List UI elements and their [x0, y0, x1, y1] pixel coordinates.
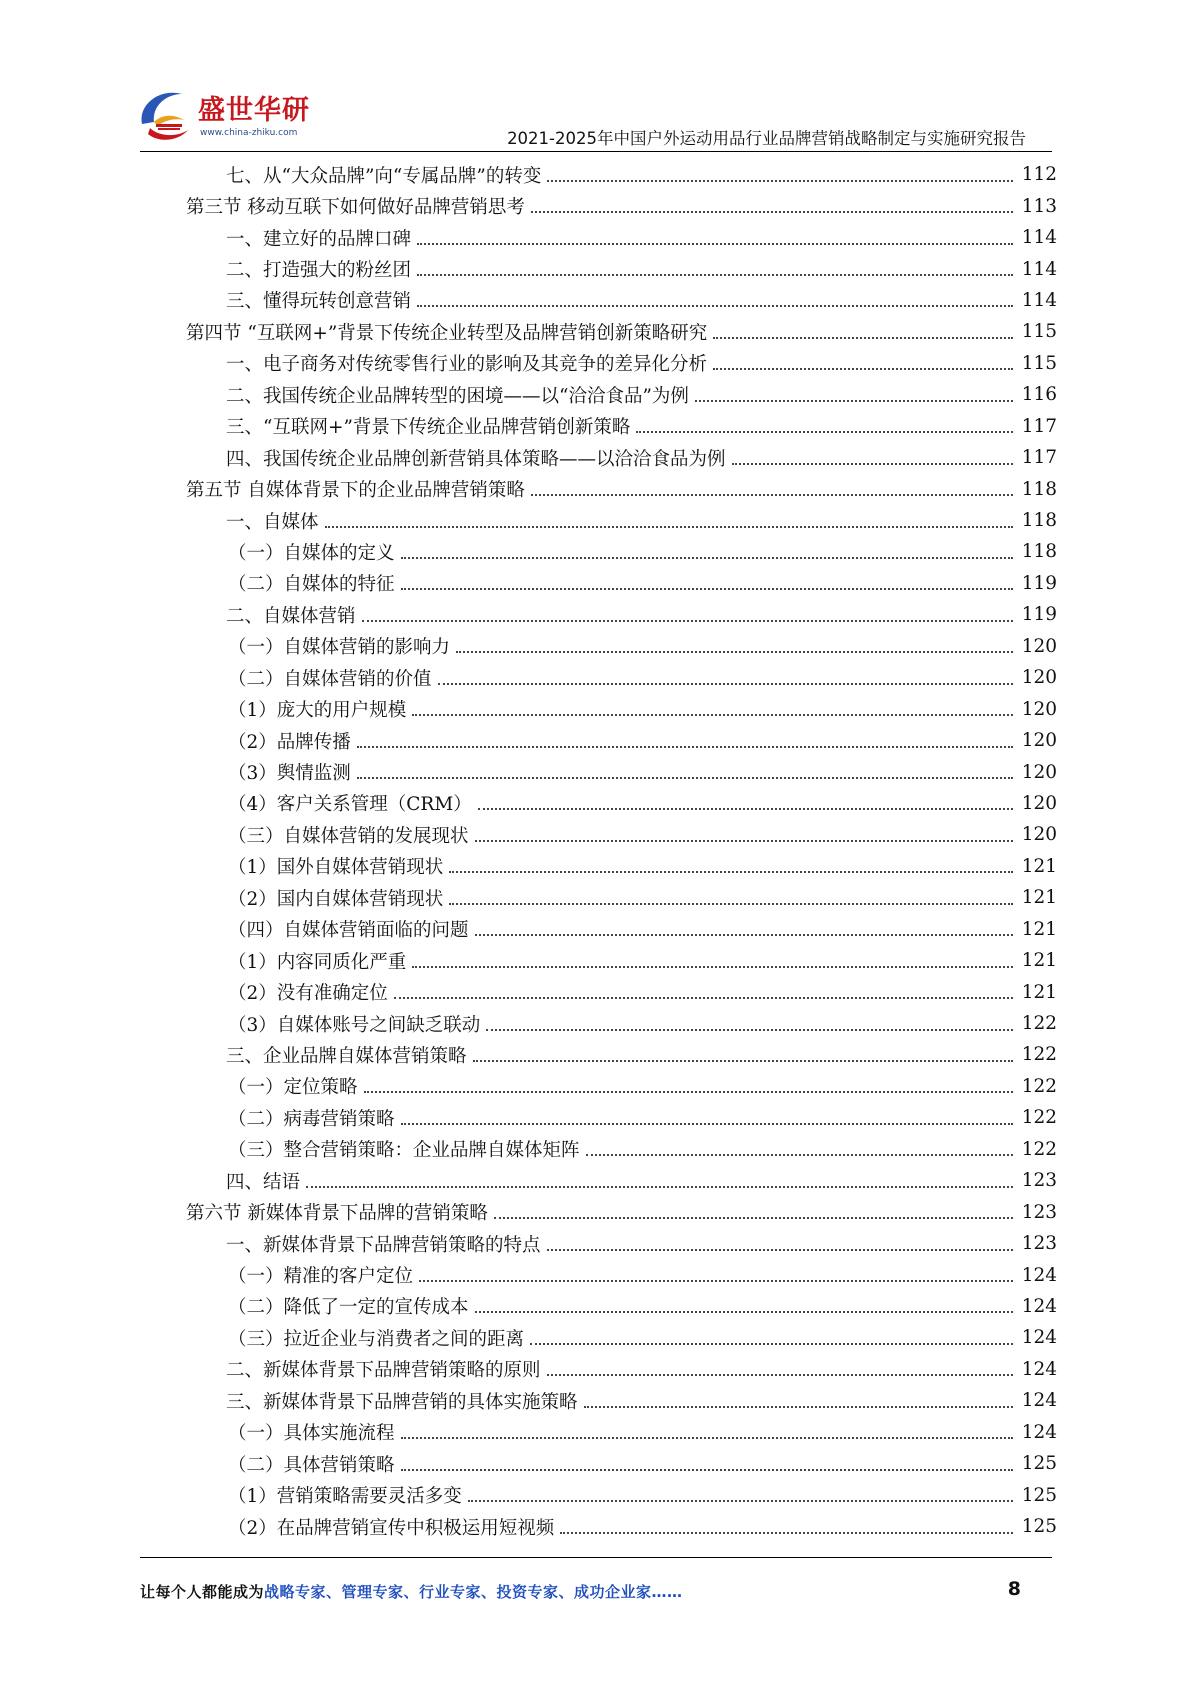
toc-entry-title: （二）病毒营销策略: [228, 1108, 395, 1130]
toc-dot-leader: [531, 494, 1013, 496]
toc-entry[interactable]: [0, 1259, 1191, 1290]
header-divider: [140, 151, 1052, 152]
toc-entry[interactable]: [0, 1448, 1191, 1479]
toc-entry[interactable]: [0, 473, 1191, 504]
toc-entry-title: （1）营销策略需要灵活多变: [228, 1486, 462, 1508]
toc-page-number: 124: [1021, 1327, 1057, 1349]
toc-page-number: 124: [1021, 1358, 1057, 1380]
toc-entry[interactable]: [0, 1165, 1191, 1196]
toc-entry-title: 第三节 移动互联下如何做好品牌营销思考: [186, 197, 525, 219]
toc-entry-title: 三、懂得玩转创意营销: [226, 291, 412, 313]
logo-name: 盛世华研: [198, 95, 310, 126]
toc-dot-leader: [401, 557, 1013, 559]
toc-dot-leader: [394, 997, 1013, 999]
toc-entry-title: 四、结语: [226, 1171, 301, 1193]
toc-entry-title: （一）具体实施流程: [228, 1423, 395, 1445]
toc-page-number: 114: [1021, 227, 1057, 249]
toc-page-number: 119: [1021, 572, 1057, 594]
toc-entry-title: （3）自媒体账号之间缺乏联动: [228, 1014, 481, 1036]
toc-page-number: 125: [1021, 1516, 1057, 1538]
slogan-highlight: 战略专家、管理专家、行业专家、投资专家、成功企业家……: [264, 1583, 683, 1601]
toc-entry-title: 一、电子商务对传统零售行业的影响及其竞争的差异化分析: [226, 354, 708, 376]
toc-entry[interactable]: [0, 536, 1191, 567]
toc-dot-leader: [357, 746, 1013, 748]
toc-entry-title: 一、新媒体背景下品牌营销策略的特点: [226, 1234, 541, 1256]
toc-entry[interactable]: [0, 1291, 1191, 1322]
toc-dot-leader: [325, 526, 1013, 528]
toc-entry-title: （二）自媒体的特征: [228, 574, 395, 596]
toc-dot-leader: [306, 1186, 1013, 1188]
toc-page-number: 125: [1021, 1484, 1057, 1506]
toc-entry-title: （一）自媒体营销的影响力: [228, 637, 451, 659]
table-of-contents: [0, 159, 1191, 1542]
toc-page-number: 124: [1021, 1421, 1057, 1443]
toc-page-number: 123: [1021, 1201, 1057, 1223]
toc-page-number: 122: [1021, 1013, 1057, 1035]
report-title: 2021-2025年中国户外运动用品行业品牌营销战略制定与实施研究报告: [507, 129, 1026, 148]
toc-entry-title: （四）自媒体营销面临的问题: [228, 920, 469, 942]
toc-entry-title: （2）没有准确定位: [228, 983, 388, 1005]
toc-entry[interactable]: [0, 1039, 1191, 1070]
toc-page-number: 120: [1021, 698, 1057, 720]
toc-dot-leader: [478, 808, 1013, 810]
toc-page-number: 120: [1021, 761, 1057, 783]
toc-entry[interactable]: [0, 1417, 1191, 1448]
toc-entry-title: （1）庞大的用户规模: [228, 700, 407, 722]
toc-dot-leader: [713, 337, 1013, 339]
toc-entry[interactable]: [0, 1511, 1191, 1542]
toc-page-number: 118: [1021, 541, 1057, 563]
toc-entry[interactable]: [0, 222, 1191, 253]
toc-dot-leader: [475, 1311, 1013, 1313]
toc-entry[interactable]: [0, 1008, 1191, 1039]
toc-entry[interactable]: [0, 1102, 1191, 1133]
toc-entry[interactable]: [0, 285, 1191, 316]
toc-entry-title: 三、“互联网+”背景下传统企业品牌营销创新策略: [226, 417, 631, 439]
toc-page-number: 115: [1021, 321, 1057, 343]
logo-url: www.china-zhiku.com: [200, 128, 298, 138]
toc-dot-leader: [531, 211, 1013, 213]
toc-dot-leader: [438, 683, 1013, 685]
toc-entry[interactable]: [0, 819, 1191, 850]
toc-page-number: 122: [1021, 1044, 1057, 1066]
toc-entry-title: （一）定位策略: [228, 1077, 358, 1099]
toc-entry[interactable]: [0, 976, 1191, 1007]
toc-entry[interactable]: [0, 914, 1191, 945]
toc-entry-title: （三）自媒体营销的发展现状: [228, 825, 469, 847]
toc-entry[interactable]: [0, 631, 1191, 662]
toc-dot-leader: [419, 1280, 1013, 1282]
toc-page-number: 122: [1021, 1075, 1057, 1097]
toc-entry[interactable]: [0, 756, 1191, 787]
toc-page-number: 119: [1021, 604, 1057, 626]
toc-entry-title: 第五节 自媒体背景下的企业品牌营销策略: [186, 480, 525, 502]
toc-dot-leader: [468, 1500, 1013, 1502]
toc-entry-title: （1）内容同质化严重: [228, 951, 407, 973]
toc-entry-title: 三、新媒体背景下品牌营销的具体实施策略: [226, 1391, 578, 1413]
toc-entry-title: 二、打造强大的粉丝团: [226, 260, 412, 282]
toc-dot-leader: [449, 903, 1013, 905]
toc-entry[interactable]: [0, 411, 1191, 442]
toc-page-number: 114: [1021, 258, 1057, 280]
toc-entry-title: （1）国外自媒体营销现状: [228, 857, 444, 879]
toc-entry-title: （一）自媒体的定义: [228, 542, 395, 564]
toc-dot-leader: [547, 1249, 1013, 1251]
toc-dot-leader: [456, 651, 1013, 653]
toc-dot-leader: [362, 620, 1013, 622]
toc-page-number: 113: [1021, 195, 1057, 217]
toc-page-number: 122: [1021, 1138, 1057, 1160]
toc-entry-title: （一）精准的客户定位: [228, 1266, 414, 1288]
toc-dot-leader: [486, 1029, 1013, 1031]
toc-page-number: 121: [1021, 855, 1057, 877]
toc-page-number: 120: [1021, 824, 1057, 846]
toc-dot-leader: [412, 714, 1013, 716]
toc-dot-leader: [401, 1437, 1013, 1439]
toc-entry-title: （二）自媒体营销的价值: [228, 668, 432, 690]
toc-entry[interactable]: [0, 662, 1191, 693]
toc-dot-leader: [560, 1532, 1013, 1534]
toc-dot-leader: [695, 400, 1013, 402]
toc-entry[interactable]: [0, 568, 1191, 599]
toc-page-number: 120: [1021, 792, 1057, 814]
toc-page-number: 124: [1021, 1264, 1057, 1286]
toc-dot-leader: [417, 305, 1013, 307]
toc-entry[interactable]: [0, 442, 1191, 473]
toc-dot-leader: [412, 966, 1013, 968]
toc-dot-leader: [584, 1406, 1013, 1408]
toc-entry[interactable]: [0, 316, 1191, 347]
toc-dot-leader: [417, 243, 1013, 245]
toc-entry-title: （二）降低了一定的宣传成本: [228, 1297, 469, 1319]
toc-dot-leader: [586, 1154, 1013, 1156]
toc-entry-title: （三）拉近企业与消费者之间的距离: [228, 1328, 525, 1350]
toc-dot-leader: [530, 1343, 1013, 1345]
toc-entry[interactable]: [0, 1134, 1191, 1165]
toc-dot-leader: [417, 274, 1013, 276]
toc-entry[interactable]: [0, 1071, 1191, 1102]
toc-dot-leader: [547, 1374, 1013, 1376]
toc-dot-leader: [364, 1091, 1013, 1093]
toc-entry[interactable]: [0, 1479, 1191, 1510]
toc-entry-title: 二、新媒体背景下品牌营销策略的原则: [226, 1360, 541, 1382]
toc-dot-leader: [732, 463, 1013, 465]
toc-page-number: 114: [1021, 289, 1057, 311]
toc-page-number: 120: [1021, 730, 1057, 752]
toc-page-number: 121: [1021, 918, 1057, 940]
toc-page-number: 121: [1021, 981, 1057, 1003]
slogan-prefix: 让每个人都能成为: [140, 1583, 265, 1601]
toc-entry[interactable]: [0, 253, 1191, 284]
toc-dot-leader: [636, 431, 1013, 433]
toc-page-number: 121: [1021, 950, 1057, 972]
toc-page-number: 120: [1021, 667, 1057, 689]
toc-page-number: 120: [1021, 635, 1057, 657]
toc-page-number: 124: [1021, 1390, 1057, 1412]
toc-page-number: 123: [1021, 1233, 1057, 1255]
logo-emblem-icon: [136, 84, 200, 148]
toc-entry[interactable]: [0, 788, 1191, 819]
toc-entry[interactable]: [0, 599, 1191, 630]
toc-entry[interactable]: [0, 1385, 1191, 1416]
toc-entry-title: 一、自媒体: [226, 511, 319, 533]
toc-entry[interactable]: [0, 379, 1191, 410]
toc-dot-leader: [357, 777, 1013, 779]
toc-entry[interactable]: [0, 945, 1191, 976]
toc-entry-title: （4）客户关系管理（CRM）: [228, 794, 472, 816]
toc-page-number: 122: [1021, 1107, 1057, 1129]
toc-entry-title: （2）在品牌营销宣传中积极运用短视频: [228, 1517, 555, 1539]
toc-dot-leader: [475, 840, 1013, 842]
toc-page-number: 124: [1021, 1295, 1057, 1317]
toc-page-number: 112: [1021, 164, 1057, 186]
toc-entry-title: 七、从“大众品牌”向“专属品牌”的转变: [226, 165, 542, 187]
toc-entry-title: 二、自媒体营销: [226, 605, 356, 627]
toc-entry[interactable]: [0, 348, 1191, 379]
toc-page-number: 116: [1021, 384, 1057, 406]
toc-entry[interactable]: [0, 725, 1191, 756]
toc-page-number: 117: [1021, 447, 1057, 469]
toc-page-number: 118: [1021, 510, 1057, 532]
toc-entry-title: 第六节 新媒体背景下品牌的营销策略: [186, 1203, 488, 1225]
toc-entry[interactable]: [0, 1354, 1191, 1385]
toc-entry-title: 第四节 “互联网+”背景下传统企业转型及品牌营销创新策略研究: [186, 322, 708, 344]
toc-dot-leader: [475, 934, 1013, 936]
footer-slogan: [140, 1581, 683, 1602]
toc-entry[interactable]: [0, 505, 1191, 536]
toc-entry-title: （3）舆情监测: [228, 763, 351, 785]
toc-page-number: 125: [1021, 1453, 1057, 1475]
toc-entry[interactable]: [0, 693, 1191, 724]
toc-entry-title: （二）具体营销策略: [228, 1454, 395, 1476]
toc-dot-leader: [494, 1217, 1013, 1219]
toc-page-number: 123: [1021, 1170, 1057, 1192]
toc-entry-title: （三）整合营销策略：企业品牌自媒体矩阵: [228, 1140, 580, 1162]
toc-page-number: 118: [1021, 478, 1057, 500]
toc-entry-title: 一、建立好的品牌口碑: [226, 228, 412, 250]
company-logo: [136, 84, 336, 148]
toc-dot-leader: [401, 1123, 1013, 1125]
toc-dot-leader: [547, 180, 1013, 182]
toc-entry[interactable]: [0, 851, 1191, 882]
toc-entry-title: 四、我国传统企业品牌创新营销具体策略——以洽洽食品为例: [226, 448, 726, 470]
toc-entry[interactable]: [0, 190, 1191, 221]
page-number: 8: [1007, 1578, 1021, 1600]
toc-dot-leader: [449, 871, 1013, 873]
toc-dot-leader: [713, 368, 1013, 370]
toc-entry[interactable]: [0, 1228, 1191, 1259]
toc-entry-title: 三、企业品牌自媒体营销策略: [226, 1045, 467, 1067]
toc-entry[interactable]: [0, 1322, 1191, 1353]
footer-divider: [140, 1557, 1052, 1558]
toc-entry-title: 二、我国传统企业品牌转型的困境——以“洽洽食品”为例: [226, 385, 689, 407]
toc-dot-leader: [401, 1469, 1013, 1471]
toc-entry-title: （2）国内自媒体营销现状: [228, 888, 444, 910]
toc-dot-leader: [401, 588, 1013, 590]
toc-entry[interactable]: [0, 1196, 1191, 1227]
toc-entry[interactable]: [0, 882, 1191, 913]
toc-page-number: 117: [1021, 415, 1057, 437]
toc-page-number: 121: [1021, 887, 1057, 909]
toc-entry-title: （2）品牌传播: [228, 731, 351, 753]
toc-dot-leader: [473, 1060, 1013, 1062]
toc-entry[interactable]: [0, 159, 1191, 190]
toc-page-number: 115: [1021, 352, 1057, 374]
